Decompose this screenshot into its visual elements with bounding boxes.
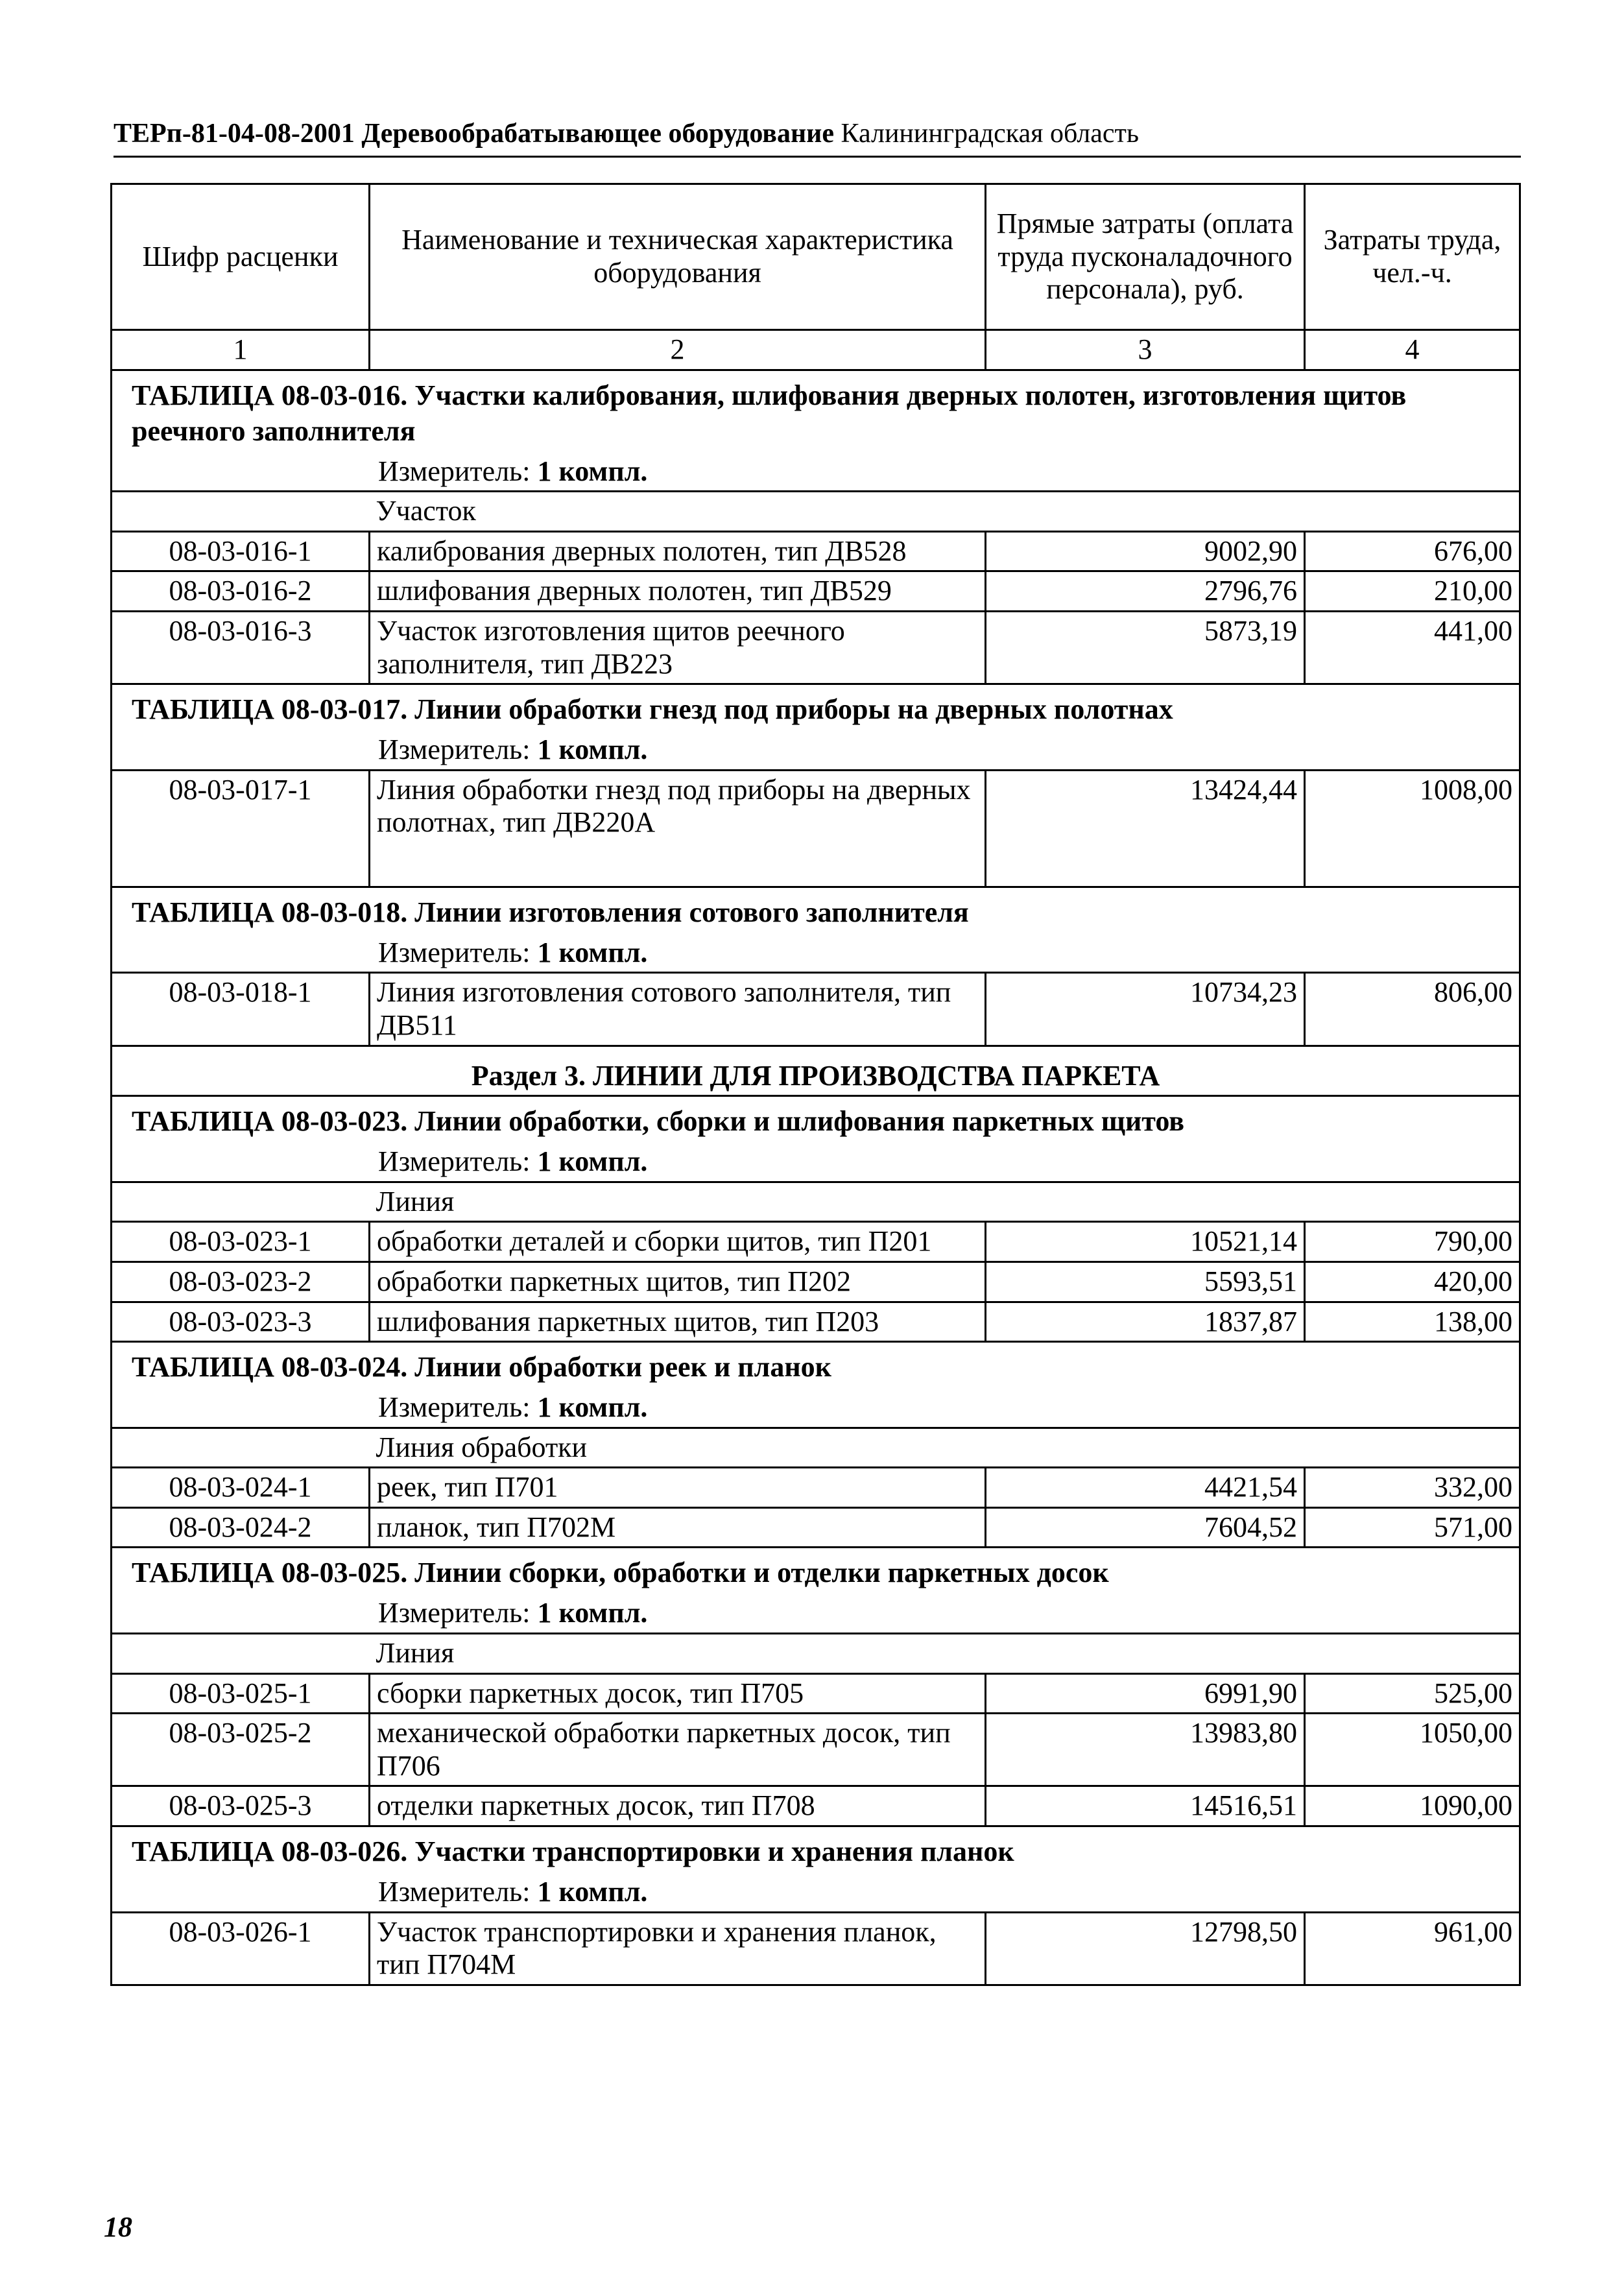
direct-cost: 7604,52: [986, 1507, 1305, 1548]
table-row: [112, 1468, 1520, 1508]
table-title: ТАБЛИЦА 08-03-023. Линии обработки, сборки и шлифования паркетных щитов: [112, 1096, 1520, 1143]
group-spacer: [112, 1428, 370, 1468]
measure-label: Измеритель:: [378, 936, 531, 968]
page-number: 18: [104, 2211, 132, 2243]
table-title: ТАБЛИЦА 08-03-024. Линии обработки реек и планок: [112, 1342, 1520, 1389]
col-number: 4: [1305, 330, 1520, 370]
rate-code: 08-03-024-1: [112, 1468, 370, 1508]
equipment-name: Участок изготовления щитов реечного заполнителя, тип ДВ223: [370, 611, 986, 684]
direct-cost: 2796,76: [986, 571, 1305, 612]
table-title-row: [112, 370, 1520, 453]
rate-code: 08-03-024-2: [112, 1507, 370, 1548]
rate-code: 08-03-023-3: [112, 1302, 370, 1342]
equipment-name: планок, тип П702М: [370, 1507, 986, 1548]
labor-cost: 420,00: [1305, 1262, 1520, 1302]
col-header-name: Наименование и техническая характеристика оборудования: [370, 184, 986, 330]
labor-cost: 138,00: [1305, 1302, 1520, 1342]
col-header-code: Шифр расценки: [112, 184, 370, 330]
measure-row: [112, 1594, 1520, 1633]
table-row: [112, 1222, 1520, 1262]
table-row: [112, 531, 1520, 571]
rate-code: 08-03-016-2: [112, 571, 370, 612]
group-label: Участок: [370, 492, 1520, 532]
header-title: Деревообрабатывающее оборудование: [361, 119, 835, 149]
direct-cost: 5873,19: [986, 611, 1305, 684]
labor-cost: 676,00: [1305, 531, 1520, 571]
group-label-row: [112, 1182, 1520, 1222]
group-label: Линия: [370, 1182, 1520, 1222]
measure-label: Измеритель:: [378, 1876, 531, 1908]
equipment-name: Линия обработки гнезд под приборы на дверных полотнах, тип ДВ220А: [370, 770, 986, 887]
measure-label: Измеритель:: [378, 734, 531, 766]
table-row: [112, 611, 1520, 684]
table-title: ТАБЛИЦА 08-03-026. Участки транспортировки и хранения планок: [112, 1826, 1520, 1874]
equipment-name: обработки паркетных щитов, тип П202: [370, 1262, 986, 1302]
table-title: ТАБЛИЦА 08-03-017. Линии обработки гнезд под приборы на дверных полотнах: [112, 684, 1520, 732]
rate-code: 08-03-025-1: [112, 1673, 370, 1714]
measure-unit: [112, 1143, 1520, 1182]
measure-value: 1 компл.: [537, 455, 648, 487]
measure-row: [112, 731, 1520, 770]
table-title: ТАБЛИЦА 08-03-018. Линии изготовления сотового заполнителя: [112, 887, 1520, 934]
rate-code: 08-03-025-3: [112, 1786, 370, 1826]
measure-row: [112, 453, 1520, 492]
group-label: Линия: [370, 1634, 1520, 1674]
direct-cost: 4421,54: [986, 1468, 1305, 1508]
header-region: Калининградская область: [841, 119, 1140, 149]
labor-cost: 790,00: [1305, 1222, 1520, 1262]
table-body: [112, 370, 1520, 1985]
equipment-name: сборки паркетных досок, тип П705: [370, 1673, 986, 1714]
table-row: [112, 1714, 1520, 1786]
measure-unit: [112, 1873, 1520, 1912]
labor-cost: 961,00: [1305, 1912, 1520, 1985]
rate-code: 08-03-016-1: [112, 531, 370, 571]
table-row: [112, 571, 1520, 612]
measure-unit: [112, 934, 1520, 973]
table-row: [112, 1912, 1520, 1985]
table-row: [112, 1673, 1520, 1714]
running-header: [113, 118, 1521, 158]
equipment-name: обработки деталей и сборки щитов, тип П201: [370, 1222, 986, 1262]
col-number: 1: [112, 330, 370, 370]
header-code: ТЕРп-81-04-08-2001: [113, 119, 355, 149]
rate-code: 08-03-018-1: [112, 973, 370, 1046]
col-header-cost: Прямые затраты (оплата труда пусконаладочного персонала), руб.: [986, 184, 1305, 330]
table-title-row: [112, 887, 1520, 934]
measure-unit: [112, 1389, 1520, 1428]
measure-unit: [112, 453, 1520, 492]
measure-value: 1 компл.: [537, 1145, 648, 1178]
labor-cost: 1008,00: [1305, 770, 1520, 887]
column-number-row: [112, 330, 1520, 370]
col-number: 3: [986, 330, 1305, 370]
group-spacer: [112, 492, 370, 532]
table-row: [112, 1786, 1520, 1826]
direct-cost: 1837,87: [986, 1302, 1305, 1342]
table-title: ТАБЛИЦА 08-03-016. Участки калибрования, шлифования дверных полотен, изготовления щитов реечного заполнителя: [112, 370, 1520, 453]
table-title: ТАБЛИЦА 08-03-025. Линии сборки, обработки и отделки паркетных досок: [112, 1548, 1520, 1595]
table-title-row: [112, 1548, 1520, 1595]
table-title-row: [112, 684, 1520, 732]
labor-cost: 210,00: [1305, 571, 1520, 612]
table-title-row: [112, 1096, 1520, 1143]
group-spacer: [112, 1182, 370, 1222]
measure-label: Измеритель:: [378, 1145, 531, 1178]
direct-cost: 6991,90: [986, 1673, 1305, 1714]
direct-cost: 13983,80: [986, 1714, 1305, 1786]
measure-unit: [112, 1594, 1520, 1633]
table-row: [112, 770, 1520, 887]
table-row: [112, 1507, 1520, 1548]
col-number: 2: [370, 330, 986, 370]
group-label-row: [112, 1428, 1520, 1468]
measure-value: 1 компл.: [537, 936, 648, 968]
table-row: [112, 1302, 1520, 1342]
group-label: Линия обработки: [370, 1428, 1520, 1468]
measure-label: Измеритель:: [378, 455, 531, 487]
group-spacer: [112, 1634, 370, 1674]
group-label-row: [112, 1634, 1520, 1674]
rate-code: 08-03-023-2: [112, 1262, 370, 1302]
section-row: [112, 1046, 1520, 1096]
measure-unit: [112, 731, 1520, 770]
direct-cost: 9002,90: [986, 531, 1305, 571]
measure-value: 1 компл.: [537, 1597, 648, 1629]
section-title: Раздел 3. ЛИНИИ ДЛЯ ПРОИЗВОДСТВА ПАРКЕТА: [112, 1046, 1520, 1096]
table-title-row: [112, 1342, 1520, 1389]
equipment-name: реек, тип П701: [370, 1468, 986, 1508]
measure-label: Измеритель:: [378, 1391, 531, 1424]
direct-cost: 10521,14: [986, 1222, 1305, 1262]
rate-code: 08-03-017-1: [112, 770, 370, 887]
rate-code: 08-03-016-3: [112, 611, 370, 684]
measure-value: 1 компл.: [537, 1876, 648, 1908]
measure-value: 1 компл.: [537, 734, 648, 766]
rate-code: 08-03-023-1: [112, 1222, 370, 1262]
group-label-row: [112, 492, 1520, 532]
measure-row: [112, 1873, 1520, 1912]
equipment-name: Участок транспортировки и хранения планок, тип П704М: [370, 1912, 986, 1985]
labor-cost: 806,00: [1305, 973, 1520, 1046]
labor-cost: 441,00: [1305, 611, 1520, 684]
labor-cost: 332,00: [1305, 1468, 1520, 1508]
table-row: [112, 1262, 1520, 1302]
labor-cost: 571,00: [1305, 1507, 1520, 1548]
equipment-name: механической обработки паркетных досок, тип П706: [370, 1714, 986, 1786]
equipment-name: шлифования паркетных щитов, тип П203: [370, 1302, 986, 1342]
header-row: [112, 184, 1520, 330]
table-title-row: [112, 1826, 1520, 1874]
rate-code: 08-03-025-2: [112, 1714, 370, 1786]
labor-cost: 1090,00: [1305, 1786, 1520, 1826]
direct-cost: 5593,51: [986, 1262, 1305, 1302]
table-row: [112, 973, 1520, 1046]
measure-row: [112, 1143, 1520, 1182]
direct-cost: 10734,23: [986, 973, 1305, 1046]
equipment-name: шлифования дверных полотен, тип ДВ529: [370, 571, 986, 612]
measure-row: [112, 1389, 1520, 1428]
direct-cost: 12798,50: [986, 1912, 1305, 1985]
measure-label: Измеритель:: [378, 1597, 531, 1629]
labor-cost: 1050,00: [1305, 1714, 1520, 1786]
equipment-name: Линия изготовления сотового заполнителя, тип ДВ511: [370, 973, 986, 1046]
measure-row: [112, 934, 1520, 973]
direct-cost: 13424,44: [986, 770, 1305, 887]
price-table: [110, 183, 1521, 1986]
equipment-name: отделки паркетных досок, тип П708: [370, 1786, 986, 1826]
direct-cost: 14516,51: [986, 1786, 1305, 1826]
measure-value: 1 компл.: [537, 1391, 648, 1424]
labor-cost: 525,00: [1305, 1673, 1520, 1714]
col-header-labor: Затраты труда, чел.-ч.: [1305, 184, 1520, 330]
equipment-name: калибрования дверных полотен, тип ДВ528: [370, 531, 986, 571]
rate-code: 08-03-026-1: [112, 1912, 370, 1985]
